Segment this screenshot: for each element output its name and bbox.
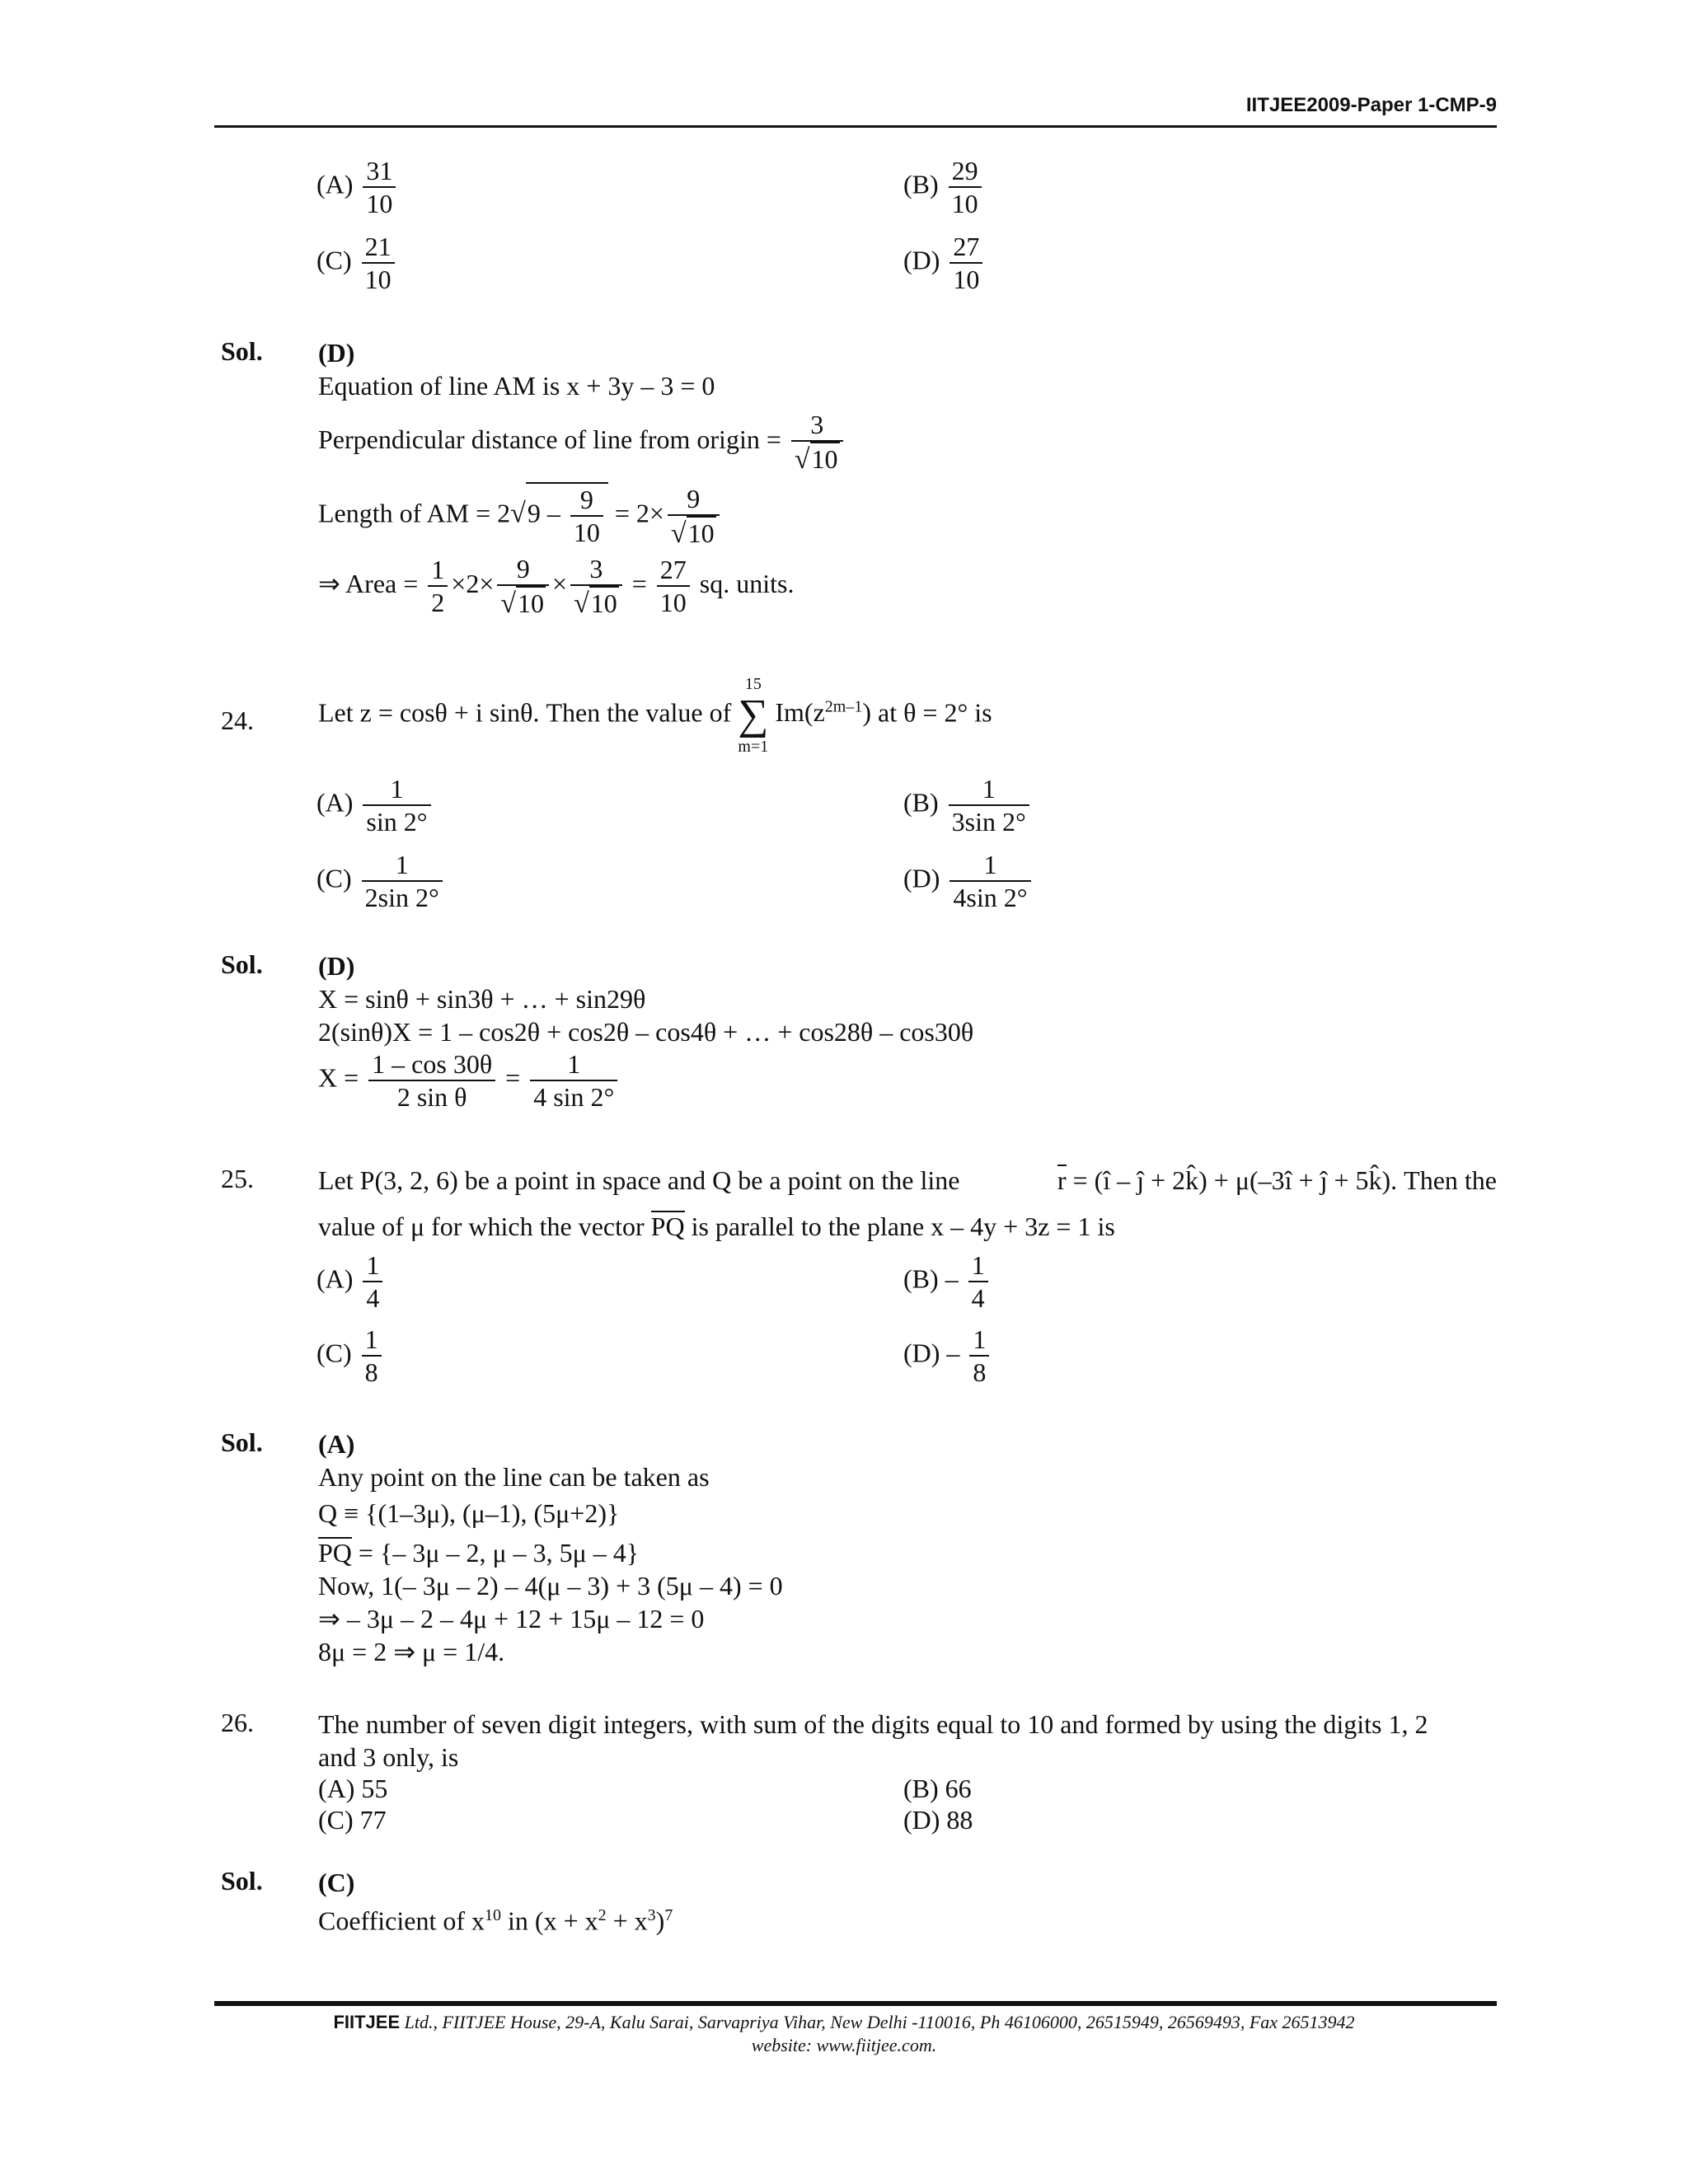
- q25-option-a: (A) $\frac{1}{4}$: [316, 1249, 386, 1314]
- sol23-line1: Equation of line AM is x + 3y – 3 = 0: [318, 371, 715, 401]
- sol23-body: [318, 336, 846, 620]
- sol23-tag: Sol.: [221, 336, 263, 366]
- q25-option-c: (C) $\frac{1}{8}$: [316, 1324, 385, 1388]
- sol25-line5: ⇒ – 3μ – 2 – 4μ + 12 + 15μ – 12 = 0: [318, 1604, 705, 1633]
- q25-option-d: (D) – $\frac{1}{8}$: [903, 1324, 992, 1388]
- sol25-answer: (A): [318, 1429, 355, 1459]
- q24-number: 24.: [221, 705, 254, 735]
- sol25-line3: PQ = {– 3μ – 2, μ – 3, 5μ – 4}: [318, 1538, 640, 1568]
- q23-option-c: (C) $\frac{21}{10}$: [316, 231, 398, 295]
- header-title: IITJEE2009-Paper 1-CMP-9: [1245, 94, 1497, 116]
- sol25-tag: Sol.: [221, 1427, 263, 1457]
- q24-text: Let z = cosθ + i sinθ. Then the value of 15 ∑ m=1 $Im(z^{2m-1})$ at θ = 2° is: [318, 675, 992, 756]
- sol24-answer: (D): [318, 951, 355, 981]
- q26-number: 26.: [221, 1708, 254, 1737]
- q25-number: 25.: [221, 1164, 254, 1193]
- q26-option-c: (C) 77: [318, 1805, 387, 1835]
- q25-option-b: (B) – $\frac{1}{4}$: [903, 1249, 992, 1314]
- q24-option-a: (A) $\frac{1}{\sin 2^\circ}$: [316, 773, 434, 837]
- footer-rule: [214, 2001, 1497, 2006]
- sol24-line1: X = sinθ + sin3θ + … + sin29θ: [318, 984, 646, 1014]
- sol24-line3: X = $\frac{1 - \cos 30\theta}{\text{2 sin θ}}$ = $\frac{1}{4 \sin 2^\circ}$: [318, 1048, 973, 1113]
- sol23-line3: Length of AM = 2√9 – $\frac{9}{10}$ = 2× $\frac{9}{√10}$: [318, 482, 846, 550]
- sol25-line6: 8μ = 2 ⇒ μ = 1/4.: [318, 1637, 505, 1666]
- q24-option-b: (B) $\frac{1}{3\sin 2^\circ}$: [903, 773, 1033, 837]
- q26-option-d: (D) 88: [903, 1805, 973, 1835]
- q26-option-b: (B) 66: [903, 1774, 972, 1803]
- q24-option-c: (C) $\frac{1}{2\sin 2^\circ}$: [316, 849, 446, 913]
- sol25-line2: Q ≡ {(1–3μ), (μ–1), (5μ+2)}: [318, 1498, 620, 1528]
- q26-text: The number of seven digit integers, with sum of the digits equal to 10 and formed by using the digits 1, 2 and 3 only, is: [318, 1709, 1428, 1772]
- sum-symbol: 15 ∑ m=1: [738, 675, 769, 756]
- q23-option-d: (D) $\frac{27}{10}$: [903, 231, 986, 295]
- page-header: [214, 92, 1497, 128]
- q23-option-a: (A) $\frac{31}{10}$: [316, 155, 399, 219]
- sol25-line1: Any point on the line can be taken as: [318, 1462, 710, 1492]
- sol25-body: [318, 1427, 783, 1668]
- footer-brand: FIITJEE: [333, 2012, 401, 2032]
- sol26-tag: Sol.: [221, 1866, 263, 1896]
- q25-text: Let P(3, 2, 6) be a point in space and Q be a point on the line r = (î – ĵ + 2k̂) + μ(–3î + ĵ + 5k̂). Then the value of μ for which the vector PQ is parallel to the plane x – 4y + 3z = 1 is: [318, 1165, 1497, 1241]
- footer-website: website: www.fiitjee.com.: [751, 2035, 937, 2055]
- footer-text: FIITJEE Ltd., FIITJEE House, 29-A, Kalu Sarai, Sarvapriya Vihar, New Delhi -110016, Ph 46106000, 26515949, 26569493, Fax 26513942 website: www.fiitjee.com.: [0, 2011, 1688, 2057]
- q24-option-d: (D) $\frac{1}{4\sin 2^\circ}$: [903, 849, 1034, 913]
- sol25-line4: Now, 1(– 3μ – 2) – 4(μ – 3) + 3 (5μ – 4) = 0: [318, 1571, 783, 1601]
- sol24-tag: Sol.: [221, 949, 263, 979]
- sol24-body: [318, 949, 973, 1113]
- q23-option-b: (B) $\frac{29}{10}$: [903, 155, 985, 219]
- q26-option-a: (A) 55: [318, 1774, 388, 1803]
- sol23-line2: Perpendicular distance of line from origin = $\frac{3}{√10}$: [318, 409, 846, 476]
- sol23-line4: ⇒ Area = $\frac{1}{2}$ ×2× $\frac{9}{√10}$ × $\frac{3}{√10}$ = $\frac{27}{10}$ sq. units.: [318, 553, 795, 619]
- sol23-answer: (D): [318, 338, 355, 368]
- sol26-answer: (C): [318, 1868, 355, 1897]
- sol26-body: [318, 1866, 673, 1938]
- sol24-line2: 2(sinθ)X = 1 – cos2θ + cos2θ – cos4θ + … + cos28θ – cos30θ: [318, 1017, 974, 1047]
- sol26-line1: Coefficient of $x^{10}$ in $(x + x^2 + x^3)^7$: [318, 1905, 673, 1936]
